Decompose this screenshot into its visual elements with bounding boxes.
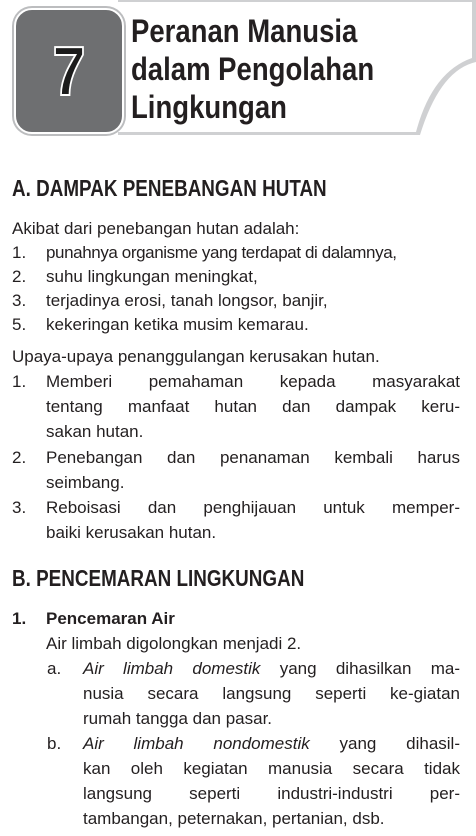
chapter-number-box xyxy=(14,8,124,134)
list-text: punahnya organisme yang terdapat di dalamnya, xyxy=(46,243,397,262)
effect-item xyxy=(12,288,460,313)
item-title: Pencemaran Air xyxy=(46,609,175,628)
list-number: 1. xyxy=(12,609,27,628)
sub-text-line: tambangan, peternakan, pertanian, dsb. xyxy=(83,809,385,828)
chapter-title-line: Peranan Manusia xyxy=(131,13,358,49)
list-text-line: sakan hutan. xyxy=(46,422,144,441)
list-text: kekeringan ketika musim kemarau. xyxy=(46,315,309,334)
effect-item xyxy=(12,240,460,265)
list-text: terjadinya erosi, tanah longsor, banjir, xyxy=(46,291,328,310)
sub-text: yang dihasil- xyxy=(309,734,460,753)
chapter-banner xyxy=(0,0,476,140)
section-a-heading: A. DAMPAK PENEBANGAN HUTAN xyxy=(12,175,327,201)
list-number: 1. xyxy=(12,243,27,262)
list-text-line: Memberi pemahaman kepada masyarakat xyxy=(46,372,460,391)
chapter-number: 7 xyxy=(52,32,86,110)
subitem-nondomestic xyxy=(47,731,460,831)
list-number: 5. xyxy=(12,315,27,334)
list-number: 3. xyxy=(12,291,27,310)
chapter-title-line: dalam Pengolahan xyxy=(131,51,375,87)
effort-item xyxy=(12,445,460,495)
list-number: 2. xyxy=(12,267,27,286)
sub-first-line xyxy=(83,656,460,681)
list-number: 2. xyxy=(12,448,27,467)
section-a-intro: Akibat dari penebangan hutan adalah: xyxy=(12,219,300,238)
effect-item xyxy=(12,312,460,337)
effort-item xyxy=(12,369,460,444)
sub-text-line: kan oleh kegiatan manusia secara tidak xyxy=(83,759,460,778)
list-number: 1. xyxy=(12,372,27,391)
list-text-line: Penebangan dan penanaman kembali harus xyxy=(46,448,460,467)
item-intro: Air limbah digolongkan menjadi 2. xyxy=(46,634,302,653)
chapter-title-line: Lingkungan xyxy=(131,89,287,125)
sub-letter: b. xyxy=(47,734,62,753)
list-text-line: Reboisasi dan penghijauan untuk memper- xyxy=(46,498,460,517)
sub-first-line xyxy=(83,731,460,756)
effect-item xyxy=(12,264,460,289)
list-text-line: tentang manfaat hutan dan dampak keru- xyxy=(46,397,460,416)
subitem-domestic xyxy=(47,656,460,731)
list-number: 3. xyxy=(12,498,27,517)
sub-letter: a. xyxy=(47,659,62,678)
pollution-item xyxy=(12,606,460,656)
sub-text-line: langsung seperti industri-industri per- xyxy=(83,784,460,803)
sub-term: Air limbah domestik xyxy=(83,659,261,678)
sub-text-line: rumah tangga dan pasar. xyxy=(83,709,273,728)
list-text-line: baiki kerusakan hutan. xyxy=(46,523,217,542)
sub-text-line: nusia secara langsung seperti ke-giatan xyxy=(83,684,460,703)
effort-item xyxy=(12,495,460,545)
sub-text: yang dihasilkan ma- xyxy=(260,659,461,678)
chapter-title xyxy=(131,12,374,126)
sub-term: Air limbah nondomestik xyxy=(83,734,310,753)
list-text-line: seimbang. xyxy=(46,473,125,492)
list-text: suhu lingkungan meningkat, xyxy=(46,267,258,286)
section-b-heading: B. PENCEMARAN LINGKUNGAN xyxy=(12,565,305,591)
efforts-intro: Upaya-upaya penanggulangan kerusakan hutan. xyxy=(12,347,380,366)
